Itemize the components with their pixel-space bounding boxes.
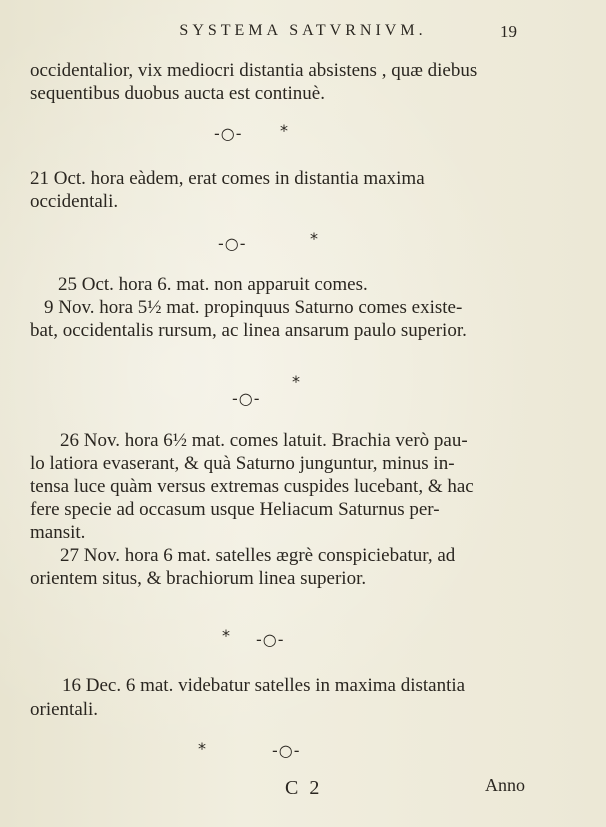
text-line: mansit. [30,522,86,543]
text-line: 16 Dec. 6 mat. videbatur satelles in maxima distantia [62,675,466,696]
saturn-figure-icon: -○- [256,630,285,649]
text-line: occidentali. [30,191,119,212]
saturn-figure-icon: -○- [272,741,301,760]
text-line: 21 Oct. hora eàdem, erat comes in distantia maxima [30,168,425,189]
text-line: occidentalior, vix mediocri distantia absistens , quæ diebus [30,60,478,81]
text-line: tensa luce quàm versus extremas cuspides lucebant, & hac [30,476,474,497]
running-head: SYSTEMA SATVRNIVM. [179,22,427,39]
satellite-star-icon: * [280,121,289,140]
text-line: orientali. [30,699,99,720]
satellite-star-icon: * [292,372,301,391]
saturn-figure-icon: -○- [218,234,247,253]
text-line: lo latiora evaserant, & quà Saturno junguntur, minus in- [30,453,455,474]
saturn-figure-icon: -○- [214,124,243,143]
text-line: bat, occidentalis rursum, ac linea ansarum paulo superior. [30,320,467,341]
page-number: 19 [500,22,517,41]
satellite-star-icon: * [310,229,319,248]
satellite-star-icon: * [222,626,231,645]
text-line: 26 Nov. hora 6½ mat. comes latuit. Brachia verò pau- [60,430,468,451]
text-line: 25 Oct. hora 6. mat. non apparuit comes. [58,274,368,295]
catchword: Anno [485,775,525,795]
satellite-star-icon: * [198,739,207,758]
signature-mark: C 2 [285,777,323,799]
text-line: 27 Nov. hora 6 mat. satelles ægrè conspiciebatur, ad [60,545,456,566]
text-line: orientem situs, & brachiorum linea superior. [30,568,367,589]
text-line: 9 Nov. hora 5½ mat. propinquus Saturno comes existe- [44,297,463,318]
text-line: sequentibus duobus aucta est continuè. [30,83,325,104]
saturn-figure-icon: -○- [232,389,261,408]
text-line: fere specie ad occasum usque Heliacum Saturnus per- [30,499,440,520]
